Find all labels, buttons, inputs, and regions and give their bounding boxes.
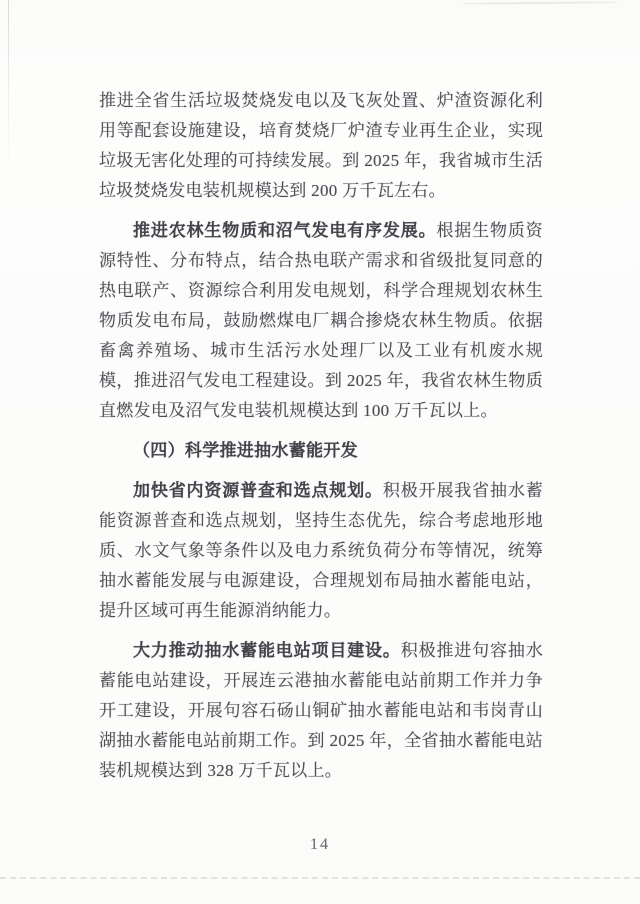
section-heading-four: （四）科学推进抽水蓄能开发: [133, 441, 358, 460]
paragraph-waste-incineration: [99, 86, 543, 206]
page-footer: [0, 836, 640, 854]
paragraph-biomass-biogas: [99, 216, 543, 426]
scan-artifact-dashed-line: [0, 877, 640, 879]
paragraph-lead: 加快省内资源普查和选点规划。: [133, 481, 383, 500]
paragraph-pumped-storage-projects: [99, 636, 543, 786]
scan-artifact-left-line: [8, 0, 9, 170]
page-number: 14: [310, 836, 330, 853]
paragraph-text: 积极开展我省抽水蓄能资源普查和选点规划，坚持生态优先，综合考虑地形地质、水文气象等条件以及电力系统负荷分布等情况，统筹抽水蓄能发展与电源建设，合理规划布局抽水蓄能电站，提升区域可再生能源消纳能力。: [99, 481, 544, 620]
paragraph-text: 积极推进句容抽水蓄能电站建设，开展连云港抽水蓄能电站前期工作并力争开工建设，开展句容石砀山铜矿抽水蓄能电站和韦岗青山湖抽水蓄能电站前期工作。到 2025 年，全省抽水蓄能电站装机规模达到 328 万千瓦以上。: [99, 641, 543, 780]
paragraph-lead: 大力推动抽水蓄能电站项目建设。: [133, 641, 401, 660]
document-body: [99, 86, 543, 796]
paragraph-text: 根据生物质资源特性、分布特点，结合热电联产需求和省级批复同意的热电联产、资源综合利用发电规划，科学合理规划农林生物质发电布局，鼓励燃煤电厂耦合掺烧农林生物质。依据畜禽养殖场、城市生活污水处理厂以及工业有机废水规模，推进沼气发电工程建设。到 2025 年，我省农林生物质直燃发电及沼气发电装机规模达到 100 万千瓦以上。: [99, 221, 543, 420]
scan-artifact-top-smudge: [460, 1, 620, 5]
paragraph-resource-survey: [99, 476, 543, 626]
paragraph-lead: 推进农林生物质和沼气发电有序发展。: [133, 221, 437, 240]
paragraph-text: 推进全省生活垃圾焚烧发电以及飞灰处置、炉渣资源化利用等配套设施建设，培育焚烧厂炉渣专业再生企业，实现垃圾无害化处理的可持续发展。到 2025 年，我省城市生活垃圾焚烧发电装机规模达到 200 万千瓦左右。: [99, 91, 543, 200]
